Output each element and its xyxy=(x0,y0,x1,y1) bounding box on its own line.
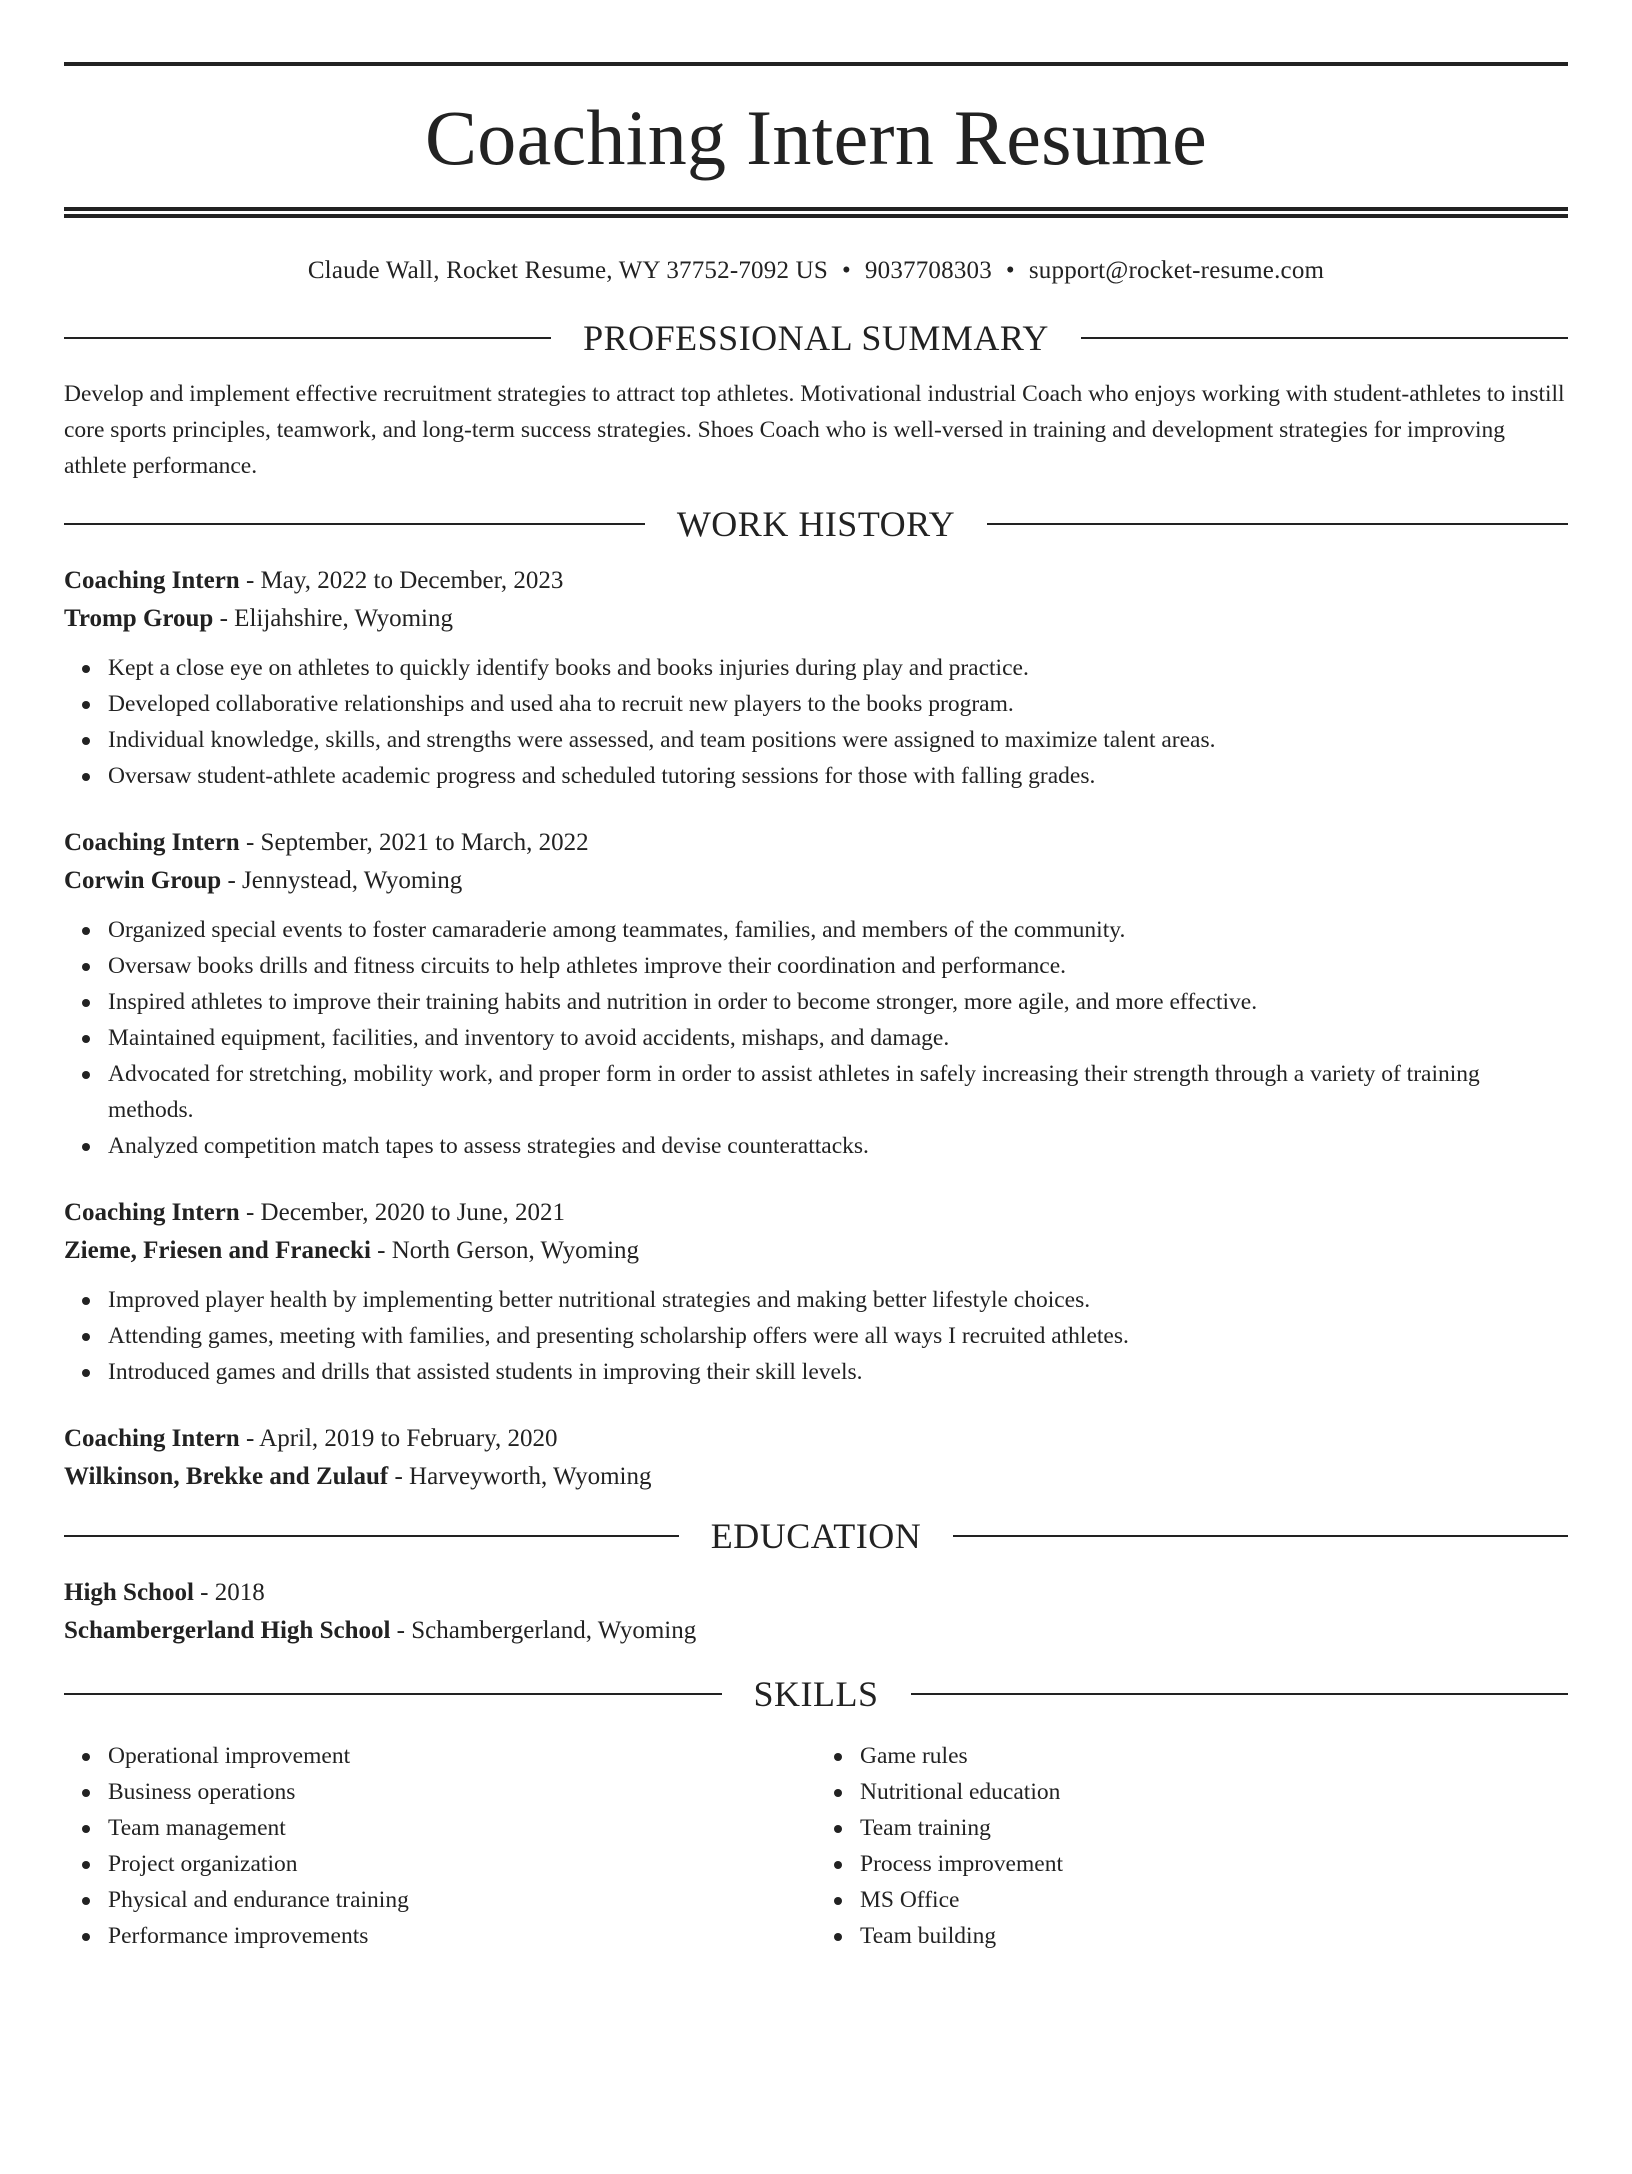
company-location: - North Gerson, Wyoming xyxy=(370,1237,640,1264)
skill-item: Team training xyxy=(860,1810,1568,1846)
list-item: Analyzed competition match tapes to assess strategies and devise counterattacks. xyxy=(108,1128,1568,1164)
job-title-line xyxy=(64,1420,1568,1458)
skill-item: Physical and endurance training xyxy=(108,1882,816,1918)
skill-item: Team management xyxy=(108,1810,816,1846)
divider xyxy=(987,523,1568,525)
section-title: WORK HISTORY xyxy=(676,504,956,544)
list-item: Developed collaborative relationships and used aha to recruit new players to the books program. xyxy=(108,686,1568,722)
list-item: Oversaw student-athlete academic progress and scheduled tutoring sessions for those with falling grades. xyxy=(108,758,1568,794)
education-section-header xyxy=(64,1510,1568,1562)
list-item: Organized special events to foster camaraderie among teammates, families, and members of the community. xyxy=(108,912,1568,948)
section-title: PROFESSIONAL SUMMARY xyxy=(583,318,1049,358)
job-title-line xyxy=(64,1194,1568,1232)
job-bullets xyxy=(64,650,1568,794)
job-company-line xyxy=(64,1232,1568,1270)
job-bullets xyxy=(64,1282,1568,1390)
skill-item: MS Office xyxy=(860,1882,1568,1918)
summary-section-header xyxy=(64,312,1568,364)
contact-phone: 9037708303 xyxy=(864,257,992,284)
skill-item: Team building xyxy=(860,1918,1568,1954)
job-title-line xyxy=(64,562,1568,600)
list-item: Individual knowledge, skills, and strengths were assessed, and team positions were assigned to maximize talent areas. xyxy=(108,722,1568,758)
job-entry xyxy=(64,562,1568,794)
job-company-line xyxy=(64,862,1568,900)
contact-email: support@rocket-resume.com xyxy=(1028,257,1325,284)
section-title: EDUCATION xyxy=(710,1516,922,1556)
divider xyxy=(911,1693,1569,1695)
job-dates: - May, 2022 to December, 2023 xyxy=(239,567,564,594)
company-name: Tromp Group xyxy=(64,605,214,632)
divider xyxy=(64,1693,722,1695)
bullet-separator: • xyxy=(1005,257,1015,284)
graduation-year: - 2018 xyxy=(193,1579,265,1606)
company-name: Wilkinson, Brekke and Zulauf xyxy=(64,1463,389,1490)
company-location: - Jennystead, Wyoming xyxy=(221,867,463,894)
divider xyxy=(953,1535,1568,1537)
section-title: SKILLS xyxy=(753,1674,879,1714)
company-name: Corwin Group xyxy=(64,867,222,894)
job-title: Coaching Intern xyxy=(64,1199,240,1226)
job-entry xyxy=(64,1420,1568,1496)
list-item: Maintained equipment, facilities, and inventory to avoid accidents, mishaps, and damage. xyxy=(108,1020,1568,1056)
list-item: Introduced games and drills that assisted students in improving their skill levels. xyxy=(108,1354,1568,1390)
company-location: - Elijahshire, Wyoming xyxy=(213,605,454,632)
job-title: Coaching Intern xyxy=(64,829,240,856)
skill-item: Performance improvements xyxy=(108,1918,816,1954)
school-line xyxy=(64,1612,1568,1650)
skill-item: Business operations xyxy=(108,1774,816,1810)
double-rule xyxy=(64,207,1568,218)
contact-line xyxy=(64,254,1568,288)
list-item: Advocated for stretching, mobility work, and proper form in order to assist athletes in safely increasing their strength through a variety of training methods. xyxy=(108,1056,1568,1128)
list-item: Attending games, meeting with families, and presenting scholarship offers were all ways I recruited athletes. xyxy=(108,1318,1568,1354)
school-name: Schambergerland High School xyxy=(64,1617,391,1644)
skill-item: Process improvement xyxy=(860,1846,1568,1882)
divider xyxy=(64,337,551,339)
skill-item: Nutritional education xyxy=(860,1774,1568,1810)
job-dates: - December, 2020 to June, 2021 xyxy=(239,1199,566,1226)
job-company-line xyxy=(64,1458,1568,1496)
skill-item: Project organization xyxy=(108,1846,816,1882)
company-name: Zieme, Friesen and Franecki xyxy=(64,1237,371,1264)
job-company-line xyxy=(64,600,1568,638)
top-rule xyxy=(64,62,1568,66)
list-item: Inspired athletes to improve their training habits and nutrition in order to become stronger, more agile, and more effective. xyxy=(108,984,1568,1020)
divider xyxy=(1081,337,1568,339)
list-item: Improved player health by implementing better nutritional strategies and making better lifestyle choices. xyxy=(108,1282,1568,1318)
job-title-line xyxy=(64,824,1568,862)
job-entry xyxy=(64,1194,1568,1390)
bullet-separator: • xyxy=(841,257,851,284)
list-item: Oversaw books drills and fitness circuits to help athletes improve their coordination and performance. xyxy=(108,948,1568,984)
school-location: - Schambergerland, Wyoming xyxy=(390,1617,697,1644)
skill-item: Operational improvement xyxy=(108,1738,816,1774)
job-title: Coaching Intern xyxy=(64,567,240,594)
job-dates: - September, 2021 to March, 2022 xyxy=(239,829,589,856)
divider xyxy=(64,1535,679,1537)
job-dates: - April, 2019 to February, 2020 xyxy=(239,1425,558,1452)
skills-column-left xyxy=(64,1738,816,1954)
job-bullets xyxy=(64,912,1568,1164)
list-item: Kept a close eye on athletes to quickly identify books and books injuries during play and practice. xyxy=(108,650,1568,686)
work-section-header xyxy=(64,498,1568,550)
skills-grid xyxy=(64,1738,1568,1954)
resume-page xyxy=(0,62,1632,2174)
skills-section-header xyxy=(64,1668,1568,1720)
degree: High School xyxy=(64,1579,194,1606)
summary-text: Develop and implement effective recruitment strategies to attract top athletes. Motivational industrial Coach who enjoys working with student-athletes to instill core sports principles, teamwork, and long-term success strategies. Shoes Coach who is well-versed in training and development strategies for improving athlete performance. xyxy=(64,381,1565,479)
page-title: Coaching Intern Resume xyxy=(424,94,1208,181)
contact-address: Claude Wall, Rocket Resume, WY 37752-7092 US xyxy=(307,257,828,284)
company-location: - Harveyworth, Wyoming xyxy=(388,1463,652,1490)
skill-item: Game rules xyxy=(860,1738,1568,1774)
education-entry xyxy=(64,1574,1568,1650)
job-entry xyxy=(64,824,1568,1164)
degree-line xyxy=(64,1574,1568,1612)
divider xyxy=(64,523,645,525)
skills-column-right xyxy=(816,1738,1568,1954)
job-title: Coaching Intern xyxy=(64,1425,240,1452)
